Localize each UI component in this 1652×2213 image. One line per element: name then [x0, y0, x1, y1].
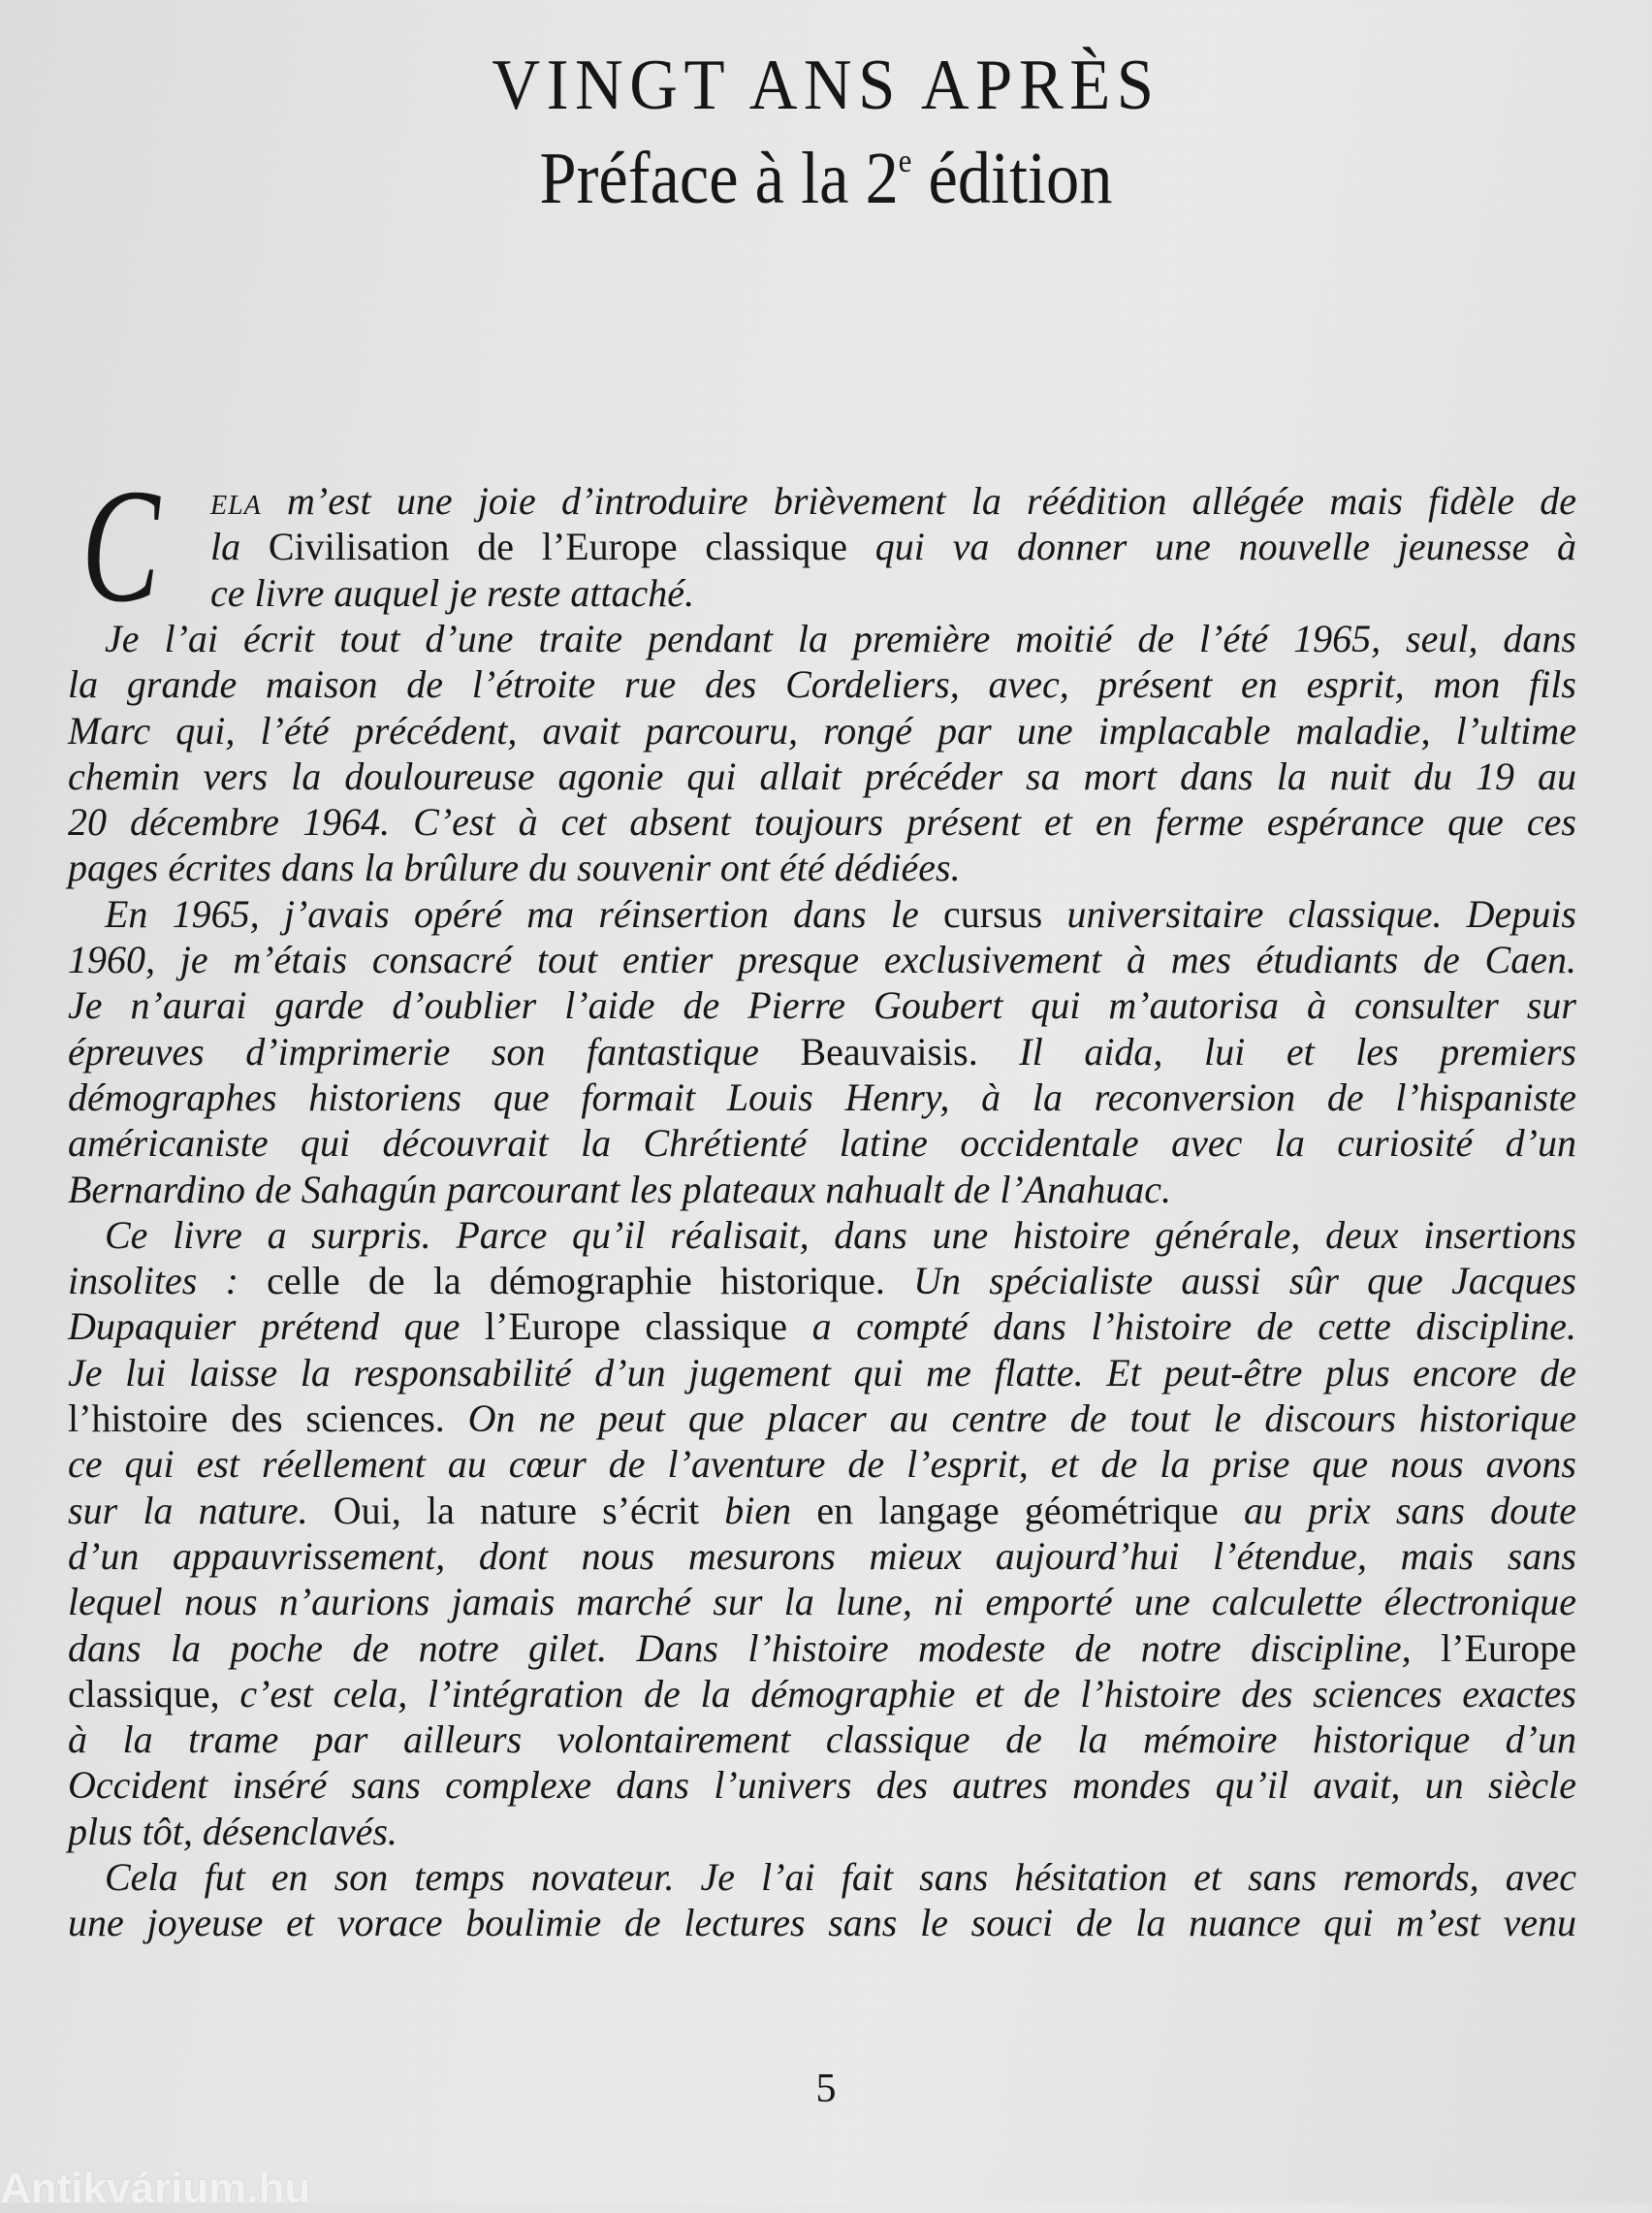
- italic-text: chemin vers la douloureuse agonie qui allait précéder sa mort dans la nuit du 19 au: [68, 754, 1576, 798]
- italic-text: ce qui est réellement au cœur de l’aventure de l’esprit, et de la prise que nous avons: [68, 1442, 1576, 1487]
- text-line: [68, 845, 1576, 890]
- italic-text: à la trame par ailleurs volontairement classique de la mémoire historique d’un: [68, 1717, 1576, 1762]
- text-line: [68, 1167, 1576, 1212]
- text-line: [68, 1350, 1576, 1395]
- italic-text: Je n’aurai garde d’oublier l’aide de Pierre Goubert qui m’autorisa à consulter sur: [68, 983, 1576, 1028]
- subtitle-text: Préface à la 2: [539, 138, 899, 219]
- roman-text: l’histoire des sciences.: [68, 1396, 445, 1440]
- text-line: [210, 478, 1576, 524]
- italic-text: lequel nous n’aurions jamais marché sur la lune, ni emporté une calculette électronique: [68, 1580, 1576, 1624]
- italic-text: au prix sans doute: [1244, 1488, 1577, 1532]
- text-line: [68, 1900, 1576, 1945]
- roman-text: cursus: [943, 891, 1043, 936]
- roman-text: classique,: [68, 1671, 220, 1716]
- text-line: [105, 1212, 1576, 1258]
- drop-cap: [81, 473, 188, 619]
- italic-text: ce livre auquel je reste attaché.: [210, 570, 695, 615]
- italic-text: dans la poche de notre gilet. Dans l’histoire modeste de notre discipline,: [68, 1625, 1442, 1670]
- text-line: [68, 1258, 1576, 1303]
- italic-text: une joyeuse et vorace boulimie de lectures sans le souci de la nuance qui m’est venu: [68, 1901, 1576, 1945]
- text-line: [68, 1671, 1576, 1716]
- italic-text: Bernardino de Sahagún parcourant les plateaux nahualt de l’Anahuac.: [68, 1167, 1171, 1211]
- italic-text: qui va donner une nouvelle jeunesse à: [847, 525, 1577, 569]
- italic-text: 20 décembre 1964. C’est à cet absent toujours présent et en ferme espérance que ces: [68, 800, 1576, 845]
- italic-text: universitaire classique. Depuis: [1042, 891, 1576, 936]
- roman-text: Beauvaisis.: [800, 1029, 978, 1074]
- roman-text: celle de la démographie historique.: [267, 1259, 885, 1303]
- subtitle-text-end: édition: [911, 138, 1113, 219]
- roman-text: l’Europe: [1441, 1625, 1576, 1670]
- text-line: [105, 616, 1576, 661]
- watermark: Antikvárium.hu: [0, 2165, 311, 2212]
- page-title: VINGT ANS APRÈS: [492, 46, 1160, 125]
- subtitle-superscript: e: [898, 144, 912, 179]
- roman-text: Civilisation de l’Europe classique: [268, 525, 848, 569]
- italic-text: 1960, je m’étais consacré tout entier presque exclusivement à mes étudiants de Caen.: [68, 938, 1576, 981]
- page-number: 5: [815, 2067, 837, 2111]
- italic-text: d’un appauvrissement, dont nous mesurons mieux aujourd’hui l’étendue, mais sans: [68, 1533, 1576, 1578]
- italic-text: Ce livre a surpris. Parce qu’il réalisait, dans une histoire générale, deux insertions: [105, 1212, 1576, 1257]
- text-line: [68, 1441, 1576, 1487]
- text-line: [68, 661, 1576, 707]
- italic-text: insolites :: [68, 1259, 268, 1303]
- text-line: [68, 1303, 1576, 1349]
- italic-text: Un spécialiste aussi sûr que Jacques: [884, 1259, 1576, 1303]
- italic-text: Dupaquier prétend que: [68, 1304, 485, 1349]
- text-line: [68, 1762, 1576, 1808]
- text-line: [68, 1579, 1576, 1624]
- text-line: [68, 1395, 1576, 1441]
- italic-text: la grande maison de l’étroite rue des Cordeliers, avec, présent en esprit, mon fils: [68, 662, 1576, 707]
- text-line: [68, 1029, 1576, 1074]
- italic-text: Je l’ai écrit tout d’une traite pendant la première moitié de l’été 1965, seul, dans: [105, 616, 1576, 660]
- text-line: [68, 1074, 1576, 1120]
- italic-text: Je lui laisse la responsabilité d’un jugement qui me flatte. Et peut-être plus encore de: [68, 1350, 1576, 1395]
- text-line: [68, 754, 1576, 799]
- italic-text: bien: [724, 1488, 792, 1532]
- italic-text: démographes historiens que formait Louis Henry, à la reconversion de l’hispaniste: [68, 1074, 1576, 1119]
- italic-text: plus tôt, désenclavés.: [68, 1809, 397, 1853]
- drop-cap-letter: C: [81, 473, 160, 619]
- small-caps-text: ELA: [210, 491, 262, 521]
- italic-text: Il aida, lui et les premiers: [977, 1029, 1577, 1074]
- roman-text: Oui, la nature s’écrit: [333, 1488, 725, 1532]
- roman-text: l’Europe classique: [484, 1304, 788, 1349]
- text-line: [68, 799, 1576, 845]
- text-line: [68, 1625, 1576, 1671]
- italic-text: épreuves d’imprimerie son fantastique: [68, 1029, 801, 1074]
- italic-text: Marc qui, l’été précédent, avait parcouru, rongé par une implacable maladie, l’ultime: [68, 708, 1576, 753]
- text-line: [210, 524, 1576, 569]
- italic-text: américaniste qui découvrait la Chrétienté latine occidentale avec la curiosité d’un: [68, 1121, 1576, 1166]
- italic-text: c’est cela, l’intégration de la démographie et de l’histoire des sciences exactes: [219, 1671, 1576, 1716]
- text-line: [68, 1716, 1576, 1762]
- text-line: [68, 1533, 1576, 1579]
- italic-text: pages écrites dans la brûlure du souvenir ont été dédiées.: [68, 846, 961, 890]
- text-line: [68, 937, 1576, 982]
- text-line: [68, 1809, 1576, 1854]
- text-line: [68, 1120, 1576, 1166]
- text-line: [68, 982, 1576, 1028]
- italic-text: Cela fut en son temps novateur. Je l’ai fait sans hésitation et sans remords, avec: [105, 1855, 1576, 1899]
- italic-text: a compté dans l’histoire de cette discipline.: [787, 1304, 1576, 1349]
- italic-text: On ne peut que placer au centre de tout le discours historique: [444, 1396, 1577, 1440]
- italic-text: sur la nature.: [68, 1488, 334, 1532]
- roman-text: en langage géométrique: [791, 1488, 1244, 1532]
- italic-text: m’est une joie d’introduire brièvement la réédition allégée mais fidèle de: [261, 479, 1576, 523]
- italic-text: En 1965, j’avais opéré ma réinsertion dans le: [105, 891, 943, 936]
- text-line: [68, 708, 1576, 754]
- text-line: [210, 570, 1576, 616]
- page-subtitle: [82, 138, 1570, 219]
- italic-text: la: [210, 525, 269, 569]
- text-line: [105, 1854, 1576, 1900]
- italic-text: Occident inséré sans complexe dans l’univers des autres mondes qu’il avait, un siècle: [68, 1763, 1576, 1808]
- text-line: [68, 1488, 1576, 1533]
- text-line: [105, 891, 1576, 937]
